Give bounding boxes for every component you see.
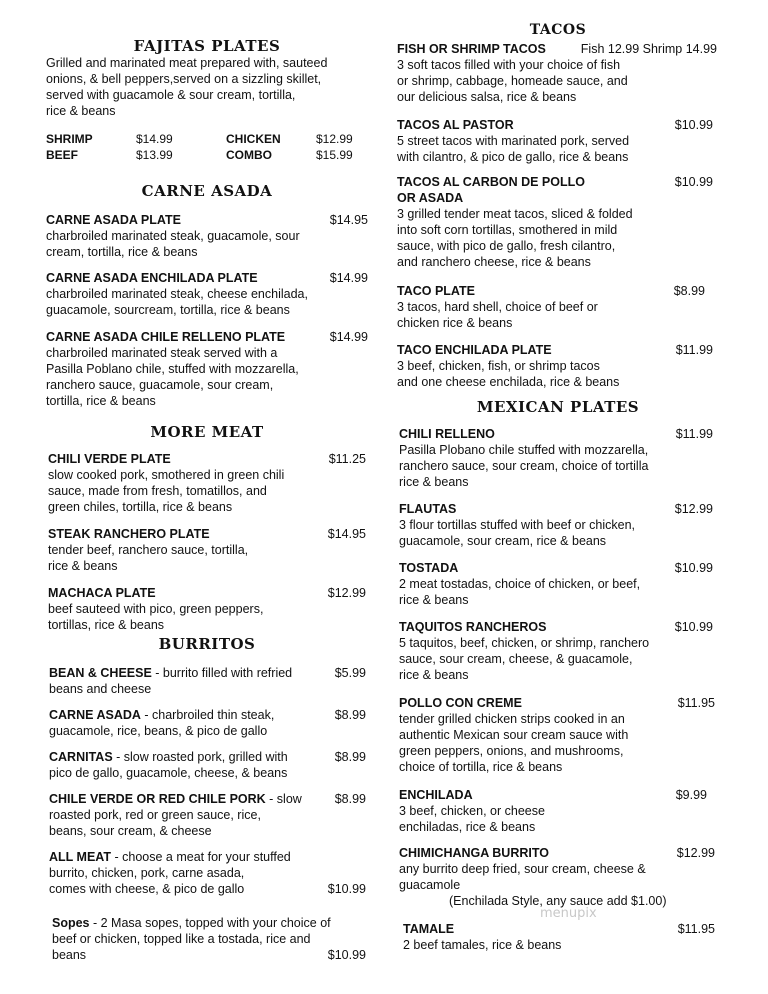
item-price: $10.99	[674, 561, 713, 575]
desc-line: ranchero sauce, guacamole, sour cream,	[46, 378, 274, 392]
item-name: TACOS AL CARBON DE POLLO	[397, 175, 585, 189]
item-inline-desc: - choose a meat for your stuffed	[111, 850, 291, 864]
desc-line: 3 beef, chicken, fish, or shrimp tacos	[397, 359, 600, 373]
item-price: $14.99	[329, 330, 368, 344]
menu-item	[399, 560, 713, 608]
desc-line: 2 meat tostadas, choice of chicken, or beef,	[399, 577, 641, 591]
desc-line: pico de gallo, guacamole, cheese, & beans	[49, 766, 288, 780]
item-inline-desc: - slow roasted pork, grilled with	[112, 750, 288, 764]
price-value: $14.99	[136, 132, 173, 146]
meat-section	[46, 424, 368, 440]
item-price: $14.95	[327, 527, 366, 541]
desc-line: guacamole, rice, beans, & pico de gallo	[49, 724, 268, 738]
price-label: CHICKEN	[226, 132, 281, 146]
item-price: $14.95	[329, 213, 368, 227]
item-name: Sopes	[52, 916, 90, 930]
desc-line: tender beef, ranchero sauce, tortilla,	[48, 543, 249, 557]
menu-item	[49, 791, 366, 839]
item-price: $9.99	[675, 788, 707, 802]
menu-item	[397, 283, 705, 331]
item-price: $10.99	[674, 118, 713, 132]
item-name-line2: OR ASADA	[397, 191, 464, 205]
menu-item	[46, 270, 368, 318]
price-label: SHRIMP	[46, 132, 93, 146]
item-price: $12.99	[674, 502, 713, 516]
item-price: $11.99	[675, 343, 713, 357]
desc-line: (Enchilada Style, any sauce add $1.00)	[449, 894, 667, 908]
desc-line: into soft corn tortillas, smothered in mild	[397, 223, 618, 237]
desc-line: burrito, chicken, pork, carne asada,	[49, 866, 245, 880]
desc-line: or shrimp, cabbage, homeade sauce, and	[397, 74, 628, 88]
section-title: MEXICAN PLATES	[476, 398, 640, 416]
item-price: $11.95	[677, 696, 715, 710]
item-price: $10.99	[327, 882, 366, 896]
item-inline-desc: - charbroiled thin steak,	[140, 708, 275, 722]
item-name: CARNE ASADA PLATE	[46, 213, 181, 227]
desc-line: served with guacamole & sour cream, tortilla,	[46, 88, 296, 102]
menu-item	[399, 619, 713, 683]
menu-item	[397, 117, 713, 165]
item-inline-desc: - 2 Masa sopes, topped with your choice of	[89, 916, 331, 930]
desc-line: 3 soft tacos filled with your choice of fish	[397, 58, 621, 72]
desc-line: sauce, made from fresh, tomatillos, and	[48, 484, 267, 498]
desc-line: tortillas, rice & beans	[48, 618, 165, 632]
item-name: TACO PLATE	[397, 284, 476, 298]
desc-line: green chiles, tortilla, rice & beans	[48, 500, 233, 514]
desc-line: guacamole	[399, 878, 461, 892]
item-name: CHILE VERDE OR RED CHILE PORK	[49, 792, 266, 806]
desc-line: Pasilla Plobano chile stuffed with mozzarella,	[399, 443, 649, 457]
fajitas-price-grid	[46, 131, 368, 163]
desc-line: beef sauteed with pico, green peppers,	[48, 602, 264, 616]
price-label: BEEF	[46, 148, 79, 162]
fajitas-desc	[46, 55, 368, 119]
desc-line: 3 grilled tender meat tacos, sliced & folded	[397, 207, 633, 221]
item-name: TACO ENCHILADA PLATE	[397, 343, 552, 357]
item-name: CHILI VERDE PLATE	[48, 452, 171, 466]
item-price: $8.99	[334, 792, 366, 806]
menu-item	[399, 695, 715, 775]
menu-item	[49, 665, 366, 697]
item-name: CHILI RELLENO	[399, 427, 495, 441]
menu-item	[46, 329, 368, 409]
desc-line: onions, & bell peppers,served on a sizzling skillet,	[46, 72, 322, 86]
desc-line: with cilantro, & pico de gallo, rice & beans	[397, 150, 629, 164]
item-price: $11.99	[675, 427, 713, 441]
price-value: $15.99	[316, 148, 353, 162]
burritos-section	[46, 636, 368, 652]
menu-item	[399, 501, 713, 549]
item-name: FISH OR SHRIMP TACOS	[397, 42, 546, 56]
desc-line: 3 beef, chicken, or cheese	[399, 804, 545, 818]
desc-line: Pasilla Poblano chile, stuffed with mozzarella,	[46, 362, 299, 376]
tacos-section	[397, 22, 719, 38]
item-price: $12.99	[327, 586, 366, 600]
desc-line: 5 street tacos with marinated pork, served	[397, 134, 630, 148]
desc-line: rice & beans	[399, 593, 469, 607]
desc-line: our delicious salsa, rice & beans	[397, 90, 577, 104]
item-price: $8.99	[673, 284, 705, 298]
menu-item	[397, 41, 717, 105]
section-title: CARNE ASADA	[141, 182, 273, 200]
item-inline-desc: - burrito filled with refried	[151, 666, 293, 680]
desc-line: tortilla, rice & beans	[46, 394, 156, 408]
item-price: $5.99	[334, 666, 366, 680]
fajitas-section	[46, 38, 368, 163]
desc-line: beans	[52, 948, 87, 962]
menu-item	[48, 526, 366, 574]
item-name: ALL MEAT	[49, 850, 112, 864]
item-name: CHIMICHANGA BURRITO	[399, 846, 549, 860]
menu-item	[49, 749, 366, 781]
item-price: Fish 12.99 Shrimp 14.99	[580, 42, 717, 56]
desc-line: Grilled and marinated meat prepared with, sauteed	[46, 56, 328, 70]
item-name: CARNE ASADA ENCHILADA PLATE	[46, 271, 258, 285]
section-title: BURRITOS	[158, 635, 256, 653]
desc-line: rice & beans	[46, 104, 116, 118]
desc-line: roasted pork, red or green sauce, rice,	[49, 808, 261, 822]
item-price: $8.99	[334, 750, 366, 764]
desc-line: choice of tortilla, rice & beans	[399, 760, 563, 774]
item-price: $11.95	[677, 922, 715, 936]
desc-line: and one cheese enchilada, rice & beans	[397, 375, 620, 389]
item-name: TAMALE	[403, 922, 455, 936]
menu-item	[399, 426, 713, 490]
desc-line: comes with cheese, & pico de gallo	[49, 882, 245, 896]
menu-item	[46, 212, 368, 260]
desc-line: guacamole, sour cream, rice & beans	[399, 534, 607, 548]
menu-item	[48, 451, 366, 515]
menu-item	[48, 585, 366, 633]
item-name: TOSTADA	[399, 561, 459, 575]
menu-item	[399, 787, 707, 835]
menu-item	[399, 845, 715, 909]
item-name: ENCHILADA	[399, 788, 473, 802]
desc-line: 2 beef tamales, rice & beans	[403, 938, 562, 952]
desc-line: charbroiled marinated steak, cheese enchilada,	[46, 287, 308, 301]
carne-section	[46, 183, 368, 199]
desc-line: beans and cheese	[49, 682, 152, 696]
desc-line: beans, sour cream, & cheese	[49, 824, 212, 838]
item-price: $14.99	[329, 271, 368, 285]
section-title: FAJITAS PLATES	[133, 37, 281, 55]
desc-line: charbroiled marinated steak served with a	[46, 346, 278, 360]
desc-line: ranchero sauce, sour cream, choice of tortilla	[399, 459, 649, 473]
menu-item	[397, 342, 713, 390]
desc-line: sauce, sour cream, cheese, & guacamole,	[399, 652, 633, 666]
desc-line: any burrito deep fried, sour cream, cheese &	[399, 862, 646, 876]
price-value: $12.99	[316, 132, 353, 146]
desc-line: cream, tortilla, rice & beans	[46, 245, 198, 259]
mexican-section	[397, 399, 719, 415]
item-name: CARNE ASADA	[49, 708, 141, 722]
desc-line: rice & beans	[48, 559, 118, 573]
desc-line: charbroiled marinated steak, guacamole, sour	[46, 229, 300, 243]
desc-line: sauce, with pico de gallo, fresh cilantro,	[397, 239, 616, 253]
desc-line: guacamole, sourcream, tortilla, rice & beans	[46, 303, 290, 317]
menu-item	[403, 921, 715, 953]
desc-line: enchiladas, rice & beans	[399, 820, 536, 834]
desc-line: 3 tacos, hard shell, choice of beef or	[397, 300, 598, 314]
item-price: $12.99	[676, 846, 715, 860]
item-name: MACHACA PLATE	[48, 586, 156, 600]
item-name: CARNITAS	[49, 750, 113, 764]
price-value: $13.99	[136, 148, 173, 162]
item-name: BEAN & CHEESE	[49, 666, 152, 680]
desc-line: rice & beans	[399, 475, 469, 489]
item-name: TACOS AL PASTOR	[397, 118, 514, 132]
menu-item	[49, 707, 366, 739]
section-title: TACOS	[529, 22, 587, 38]
desc-line: chicken rice & beans	[397, 316, 513, 330]
desc-line: 3 flour tortillas stuffed with beef or chicken,	[399, 518, 635, 532]
section-title: MORE MEAT	[150, 423, 264, 441]
menu-item	[52, 915, 366, 963]
desc-line: rice & beans	[399, 668, 469, 682]
menu-item	[49, 849, 366, 897]
watermark: menupix	[540, 906, 597, 921]
menu-item	[397, 174, 713, 270]
item-price: $8.99	[334, 708, 366, 722]
item-price: $10.99	[674, 620, 713, 634]
desc-line: beef or chicken, topped like a tostada, rice and	[52, 932, 311, 946]
price-label: COMBO	[226, 148, 272, 162]
item-name: STEAK RANCHERO PLATE	[48, 527, 210, 541]
item-price: $11.25	[328, 452, 366, 466]
desc-line: 5 taquitos, beef, chicken, or shrimp, ranchero	[399, 636, 650, 650]
item-inline-desc: - slow	[265, 792, 302, 806]
desc-line: green peppers, onions, and mushrooms,	[399, 744, 624, 758]
item-name: TAQUITOS RANCHEROS	[399, 620, 547, 634]
item-price: $10.99	[674, 175, 713, 189]
desc-line: tender grilled chicken strips cooked in an	[399, 712, 625, 726]
item-name: CARNE ASADA CHILE RELLENO PLATE	[46, 330, 286, 344]
item-name: FLAUTAS	[399, 502, 457, 516]
item-price: $10.99	[327, 948, 366, 962]
desc-line: slow cooked pork, smothered in green chili	[48, 468, 285, 482]
item-name: POLLO CON CREME	[399, 696, 522, 710]
desc-line: authentic Mexican sour cream sauce with	[399, 728, 629, 742]
desc-line: and ranchero cheese, rice & beans	[397, 255, 591, 269]
